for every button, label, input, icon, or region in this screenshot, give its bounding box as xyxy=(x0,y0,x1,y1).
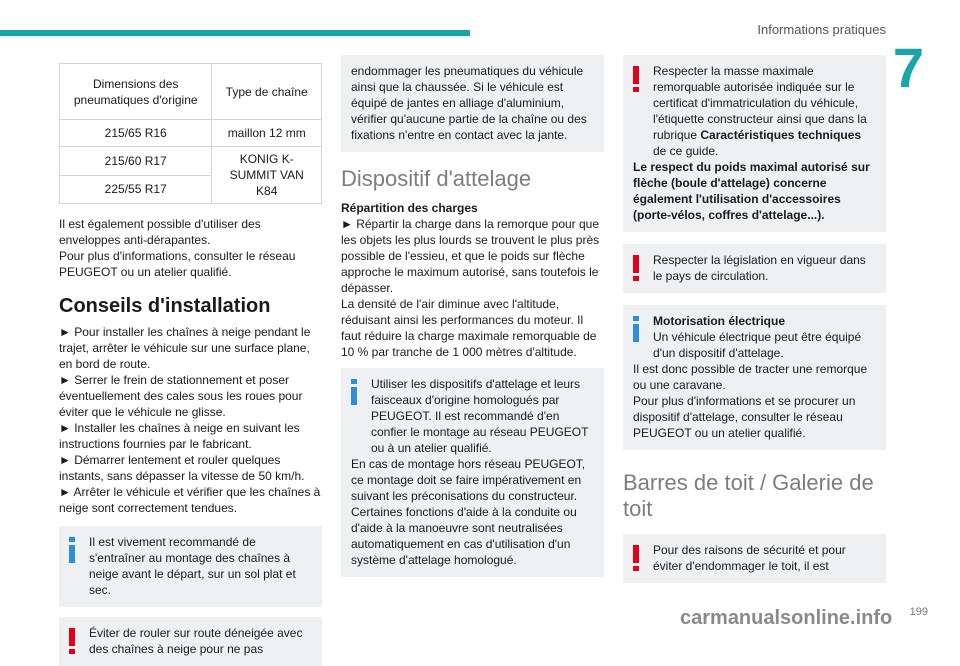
note-text: Un véhicule électrique peut être équipé d'un dispositif d'attelage. xyxy=(653,330,862,360)
section-heading: Barres de toit / Galerie de toit xyxy=(623,470,874,521)
note-title: Motorisation électrique xyxy=(653,314,786,328)
table-cell: 225/55 R17 xyxy=(60,175,212,204)
watermark: carmanualsonline.info xyxy=(680,607,893,629)
table-cell: 215/60 R17 xyxy=(60,147,212,176)
note-text: Respecter la législation en vigueur dans le pays de circulation. xyxy=(653,253,866,283)
table-header-row xyxy=(60,64,322,120)
note-text: endommager les pneumatiques du véhicule ainsi que la chaussée. Si le véhicule est équipé de jantes en alliage d'aluminium, vérifier qu'aucune partie de la chaîne ou des fixations n'entre en contact avec la jante. xyxy=(351,64,587,142)
warning-note xyxy=(59,617,322,666)
info-icon xyxy=(69,537,75,563)
table-header-cell: Dimensions des pneumatiques d'origine xyxy=(60,64,212,120)
paragraph: La densité de l'air diminue avec l'altitude, réduisant ainsi les performances du moteur. Il faut réduire la charge maximale remorquable de 10 % par tranche de 1 000 mètres d'altitude. xyxy=(341,297,597,359)
warning-icon xyxy=(69,628,75,654)
note-text: Il est donc possible de tracter une remorque ou une caravane. xyxy=(633,362,868,392)
note-text: Pour des raisons de sécurité et pour éviter d'endommager le toit, il est xyxy=(653,543,846,573)
table-cell: maillon 12 mm xyxy=(212,120,322,147)
note-text: En cas de montage hors réseau PEUGEOT, ce montage doit se faire impérativement en suivant les préconisations du constructeur. Certaines fonctions d'aide à la conduite ou d'aide à la manoeuvre sont neutralisées automatiquement en cas d'utilisation d'un système d'attelage homologué. xyxy=(351,457,586,567)
step-item: ► Arrêter le véhicule et vérifier que les chaînes à neige sont correctement tendues. xyxy=(59,485,321,515)
table-cell: 215/65 R16 xyxy=(60,120,212,147)
info-note xyxy=(59,526,322,607)
warning-icon xyxy=(633,66,639,92)
note-text: Éviter de rouler sur route déneigée avec des chaînes à neige pour ne pas xyxy=(89,626,303,656)
table-row xyxy=(60,120,322,147)
section-heading: Dispositif d'attelage xyxy=(341,166,532,191)
warning-icon xyxy=(633,255,639,281)
warning-note xyxy=(623,534,886,583)
column-1 xyxy=(59,55,322,666)
info-icon xyxy=(351,379,357,405)
note-text: Respecter la masse maximale remorquable autorisée indiquée sur le certificat d'immatriculation du véhicule, l'étiquette constructeur ainsi que dans la rubrique Caractéristiques techniques de ce guide. xyxy=(653,64,867,158)
chapter-number: 7 xyxy=(892,36,924,99)
section-title: Informations pratiques xyxy=(757,22,886,37)
warning-note xyxy=(623,55,886,232)
warning-note-continued xyxy=(341,55,604,152)
note-text: Il est vivement recommandé de s'entraîner au montage des chaînes à neige avant le départ, sur un sol plat et sec. xyxy=(89,535,296,597)
warning-note xyxy=(623,244,886,293)
note-text: Le respect du poids maximal autorisé sur flèche (boule d'attelage) concerne également l'utilisation d'accessoires (porte-vélos, coffres d'attelage...). xyxy=(633,160,870,222)
paragraph: Il est également possible d'utiliser des enveloppes anti-dérapantes. xyxy=(59,217,261,247)
step-item: ► Serrer le frein de stationnement et poser éventuellement des cales sous les roues pour éviter que le véhicule ne glisse. xyxy=(59,373,303,419)
info-note xyxy=(623,305,886,450)
paragraph: ► Répartir la charge dans la remorque pour que les objets les plus lourds se trouvent le plus près possible de l'essieu, et que le poids sur flèche approche le maximum autorisé, sans toutefois le dépasser. xyxy=(341,217,600,295)
info-note xyxy=(341,368,604,577)
note-text: Utiliser les dispositifs d'attelage et leurs faisceaux d'origine homologués par PEUGEOT. Il est recommandé d'en confier le montage au réseau PEUGEOT ou à un atelier qualifié. xyxy=(371,377,589,455)
table-row xyxy=(60,147,322,176)
subheading: Répartition des charges xyxy=(341,201,478,215)
step-item: ► Installer les chaînes à neige en suivant les instructions fournies par le fabricant. xyxy=(59,421,300,451)
section-heading: Conseils d'installation xyxy=(59,295,271,317)
table-header-cell: Type de chaîne xyxy=(212,64,322,120)
warning-icon xyxy=(633,545,639,571)
column-3 xyxy=(623,55,886,583)
step-item: ► Démarrer lentement et rouler quelques instants, sans dépasser la vitesse de 50 km/h. xyxy=(59,453,305,483)
table-cell: KONIG K-SUMMIT VAN K84 xyxy=(212,147,322,204)
step-item: ► Pour installer les chaînes à neige pendant le trajet, arrêter le véhicule sur une surface plane, en bord de route. xyxy=(59,325,311,371)
paragraph: Pour plus d'informations, consulter le réseau PEUGEOT ou un atelier qualifié. xyxy=(59,249,296,279)
page-number: 199 xyxy=(909,606,928,618)
column-2 xyxy=(341,55,604,577)
note-text: Pour plus d'informations et se procurer un dispositif d'attelage, consulter le réseau PEUGEOT ou un atelier qualifié. xyxy=(633,394,856,440)
snow-chain-table xyxy=(59,63,322,204)
header-accent-bar xyxy=(0,30,470,36)
info-icon xyxy=(633,316,639,342)
